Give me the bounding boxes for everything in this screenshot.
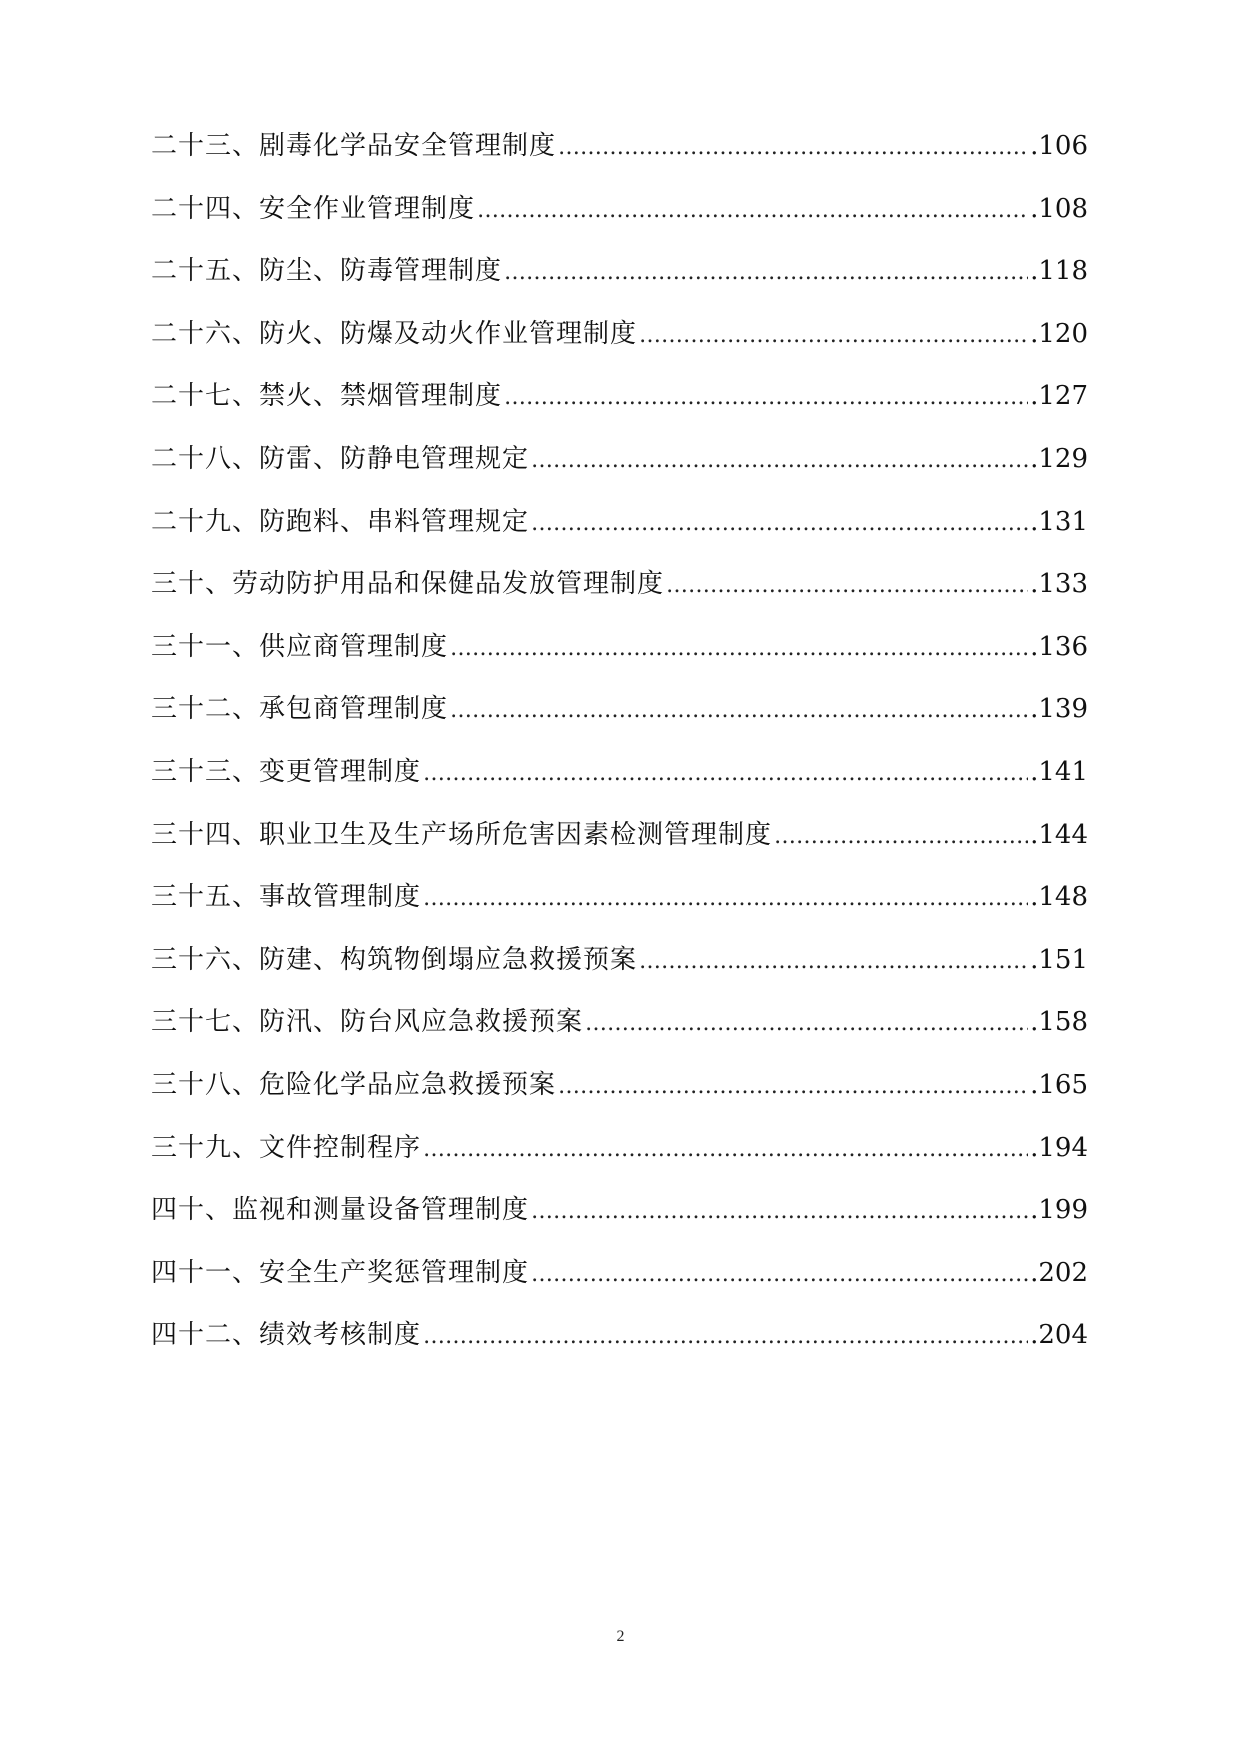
toc-entry-title: 三十三、变更管理制度 — [151, 756, 422, 787]
toc-entry-page: .106 — [1030, 131, 1088, 161]
toc-entry-title: 三十八、危险化学品应急救援预案 — [151, 1069, 557, 1100]
toc-entry[interactable] — [151, 376, 1088, 439]
toc-entry-title: 三十六、防建、构筑物倒塌应急救援预案 — [151, 944, 638, 975]
dot-leader — [774, 817, 1028, 857]
toc-entry[interactable] — [151, 564, 1088, 627]
dot-leader — [585, 1004, 1028, 1044]
toc-entry-title: 二十八、防雷、防静电管理规定 — [151, 443, 530, 474]
toc-entry[interactable] — [151, 502, 1088, 565]
toc-entry-page: .144 — [1030, 819, 1088, 850]
toc-entry-page: .133 — [1030, 569, 1088, 600]
dot-leader — [531, 1255, 1028, 1295]
toc-entry[interactable] — [151, 1002, 1088, 1065]
toc-entry[interactable] — [151, 940, 1088, 1003]
toc-entry[interactable] — [151, 1190, 1088, 1253]
toc-entry[interactable] — [151, 126, 1088, 189]
toc-entry[interactable] — [151, 251, 1088, 314]
dot-leader — [639, 316, 1028, 356]
dot-leader — [666, 566, 1028, 606]
toc-entry[interactable] — [151, 439, 1088, 502]
toc-entry-title: 二十三、剧毒化学品安全管理制度 — [151, 131, 557, 161]
toc-entry[interactable] — [151, 1128, 1088, 1191]
dot-leader — [504, 253, 1028, 293]
toc-entry-page: .141 — [1030, 756, 1088, 787]
toc-entry-title: 四十、监视和测量设备管理制度 — [151, 1195, 530, 1226]
toc-entry-title: 三十七、防汛、防台风应急救援预案 — [151, 1007, 584, 1038]
toc-entry-page: .108 — [1030, 193, 1088, 224]
dot-leader — [558, 128, 1028, 168]
toc-entry-title: 四十二、绩效考核制度 — [151, 1320, 422, 1351]
toc-entry-page: .120 — [1030, 318, 1088, 349]
toc-entry-page: .136 — [1030, 631, 1088, 662]
dot-leader — [450, 629, 1028, 669]
dot-leader — [423, 1317, 1028, 1357]
toc-entry-title: 四十一、安全生产奖惩管理制度 — [151, 1257, 530, 1288]
toc-entry[interactable] — [151, 1065, 1088, 1128]
toc-entry-page: .194 — [1030, 1132, 1088, 1163]
toc-entry-page: .129 — [1030, 443, 1088, 474]
dot-leader — [477, 191, 1028, 231]
dot-leader — [450, 691, 1028, 731]
toc-entry-page: .127 — [1030, 381, 1088, 412]
toc-entry[interactable] — [151, 314, 1088, 377]
dot-leader — [639, 942, 1028, 982]
toc-entry-page: .204 — [1030, 1320, 1088, 1351]
table-of-contents — [151, 126, 1088, 1378]
dot-leader — [531, 441, 1028, 481]
toc-entry-title: 三十四、职业卫生及生产场所危害因素检测管理制度 — [151, 819, 773, 850]
toc-entry-page: .199 — [1030, 1195, 1088, 1226]
toc-entry-title: 三十、劳动防护用品和保健品发放管理制度 — [151, 569, 665, 600]
toc-entry-page: .151 — [1030, 944, 1088, 975]
toc-entry-title: 二十七、禁火、禁烟管理制度 — [151, 381, 503, 412]
toc-entry-title: 二十九、防跑料、串料管理规定 — [151, 506, 530, 537]
toc-entry[interactable] — [151, 189, 1088, 252]
toc-entry[interactable] — [151, 689, 1088, 752]
toc-entry-title: 二十五、防尘、防毒管理制度 — [151, 256, 503, 287]
toc-entry-page: .202 — [1030, 1257, 1088, 1288]
dot-leader — [504, 378, 1028, 418]
toc-entry-page: .139 — [1030, 694, 1088, 725]
toc-entry-title: 三十九、文件控制程序 — [151, 1132, 422, 1163]
toc-entry-title: 二十四、安全作业管理制度 — [151, 193, 476, 224]
toc-entry[interactable] — [151, 1315, 1088, 1378]
toc-entry-page: .158 — [1030, 1007, 1088, 1038]
toc-entry[interactable] — [151, 815, 1088, 878]
dot-leader — [423, 754, 1028, 794]
toc-entry-title: 三十二、承包商管理制度 — [151, 694, 449, 725]
toc-entry-title: 三十五、事故管理制度 — [151, 882, 422, 913]
toc-entry-page: .148 — [1030, 882, 1088, 913]
toc-entry-page: .165 — [1030, 1069, 1088, 1100]
toc-entry[interactable] — [151, 627, 1088, 690]
dot-leader — [531, 504, 1028, 544]
page-number: 2 — [616, 1628, 625, 1645]
dot-leader — [423, 879, 1028, 919]
dot-leader — [423, 1130, 1028, 1170]
toc-entry[interactable] — [151, 877, 1088, 940]
toc-entry[interactable] — [151, 752, 1088, 815]
dot-leader — [531, 1192, 1028, 1232]
dot-leader — [558, 1067, 1028, 1107]
toc-entry-title: 三十一、供应商管理制度 — [151, 631, 449, 662]
toc-entry-page: .118 — [1030, 256, 1088, 287]
toc-entry[interactable] — [151, 1253, 1088, 1316]
toc-entry-page: .131 — [1030, 506, 1088, 537]
toc-entry-title: 二十六、防火、防爆及动火作业管理制度 — [151, 318, 638, 349]
